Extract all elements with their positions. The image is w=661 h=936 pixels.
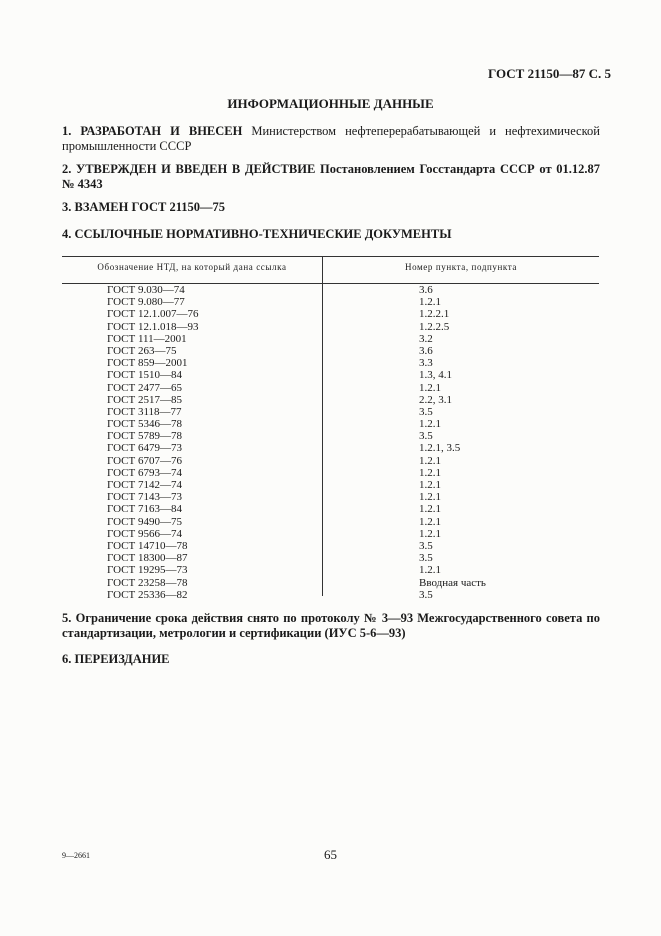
table-row [0,589,661,601]
row-clause: 3.3 [419,357,433,370]
row-document: ГОСТ 9566—74 [107,527,182,540]
row-clause: 1.2.1 [419,418,441,431]
section-2-heading: 2. УТВЕРЖДЕН И ВВЕДЕН В ДЕЙСТВИЕ [62,162,316,176]
row-clause: 1.2.1 [419,296,441,309]
table-row [0,577,661,589]
table-row [0,491,661,503]
table-row [0,296,661,308]
table-row [0,345,661,357]
row-clause: 1.2.1 [419,479,441,491]
row-document: ГОСТ 19295—73 [107,564,188,577]
table-row [0,418,661,430]
page-title: ИНФОРМАЦИОННЫЕ ДАННЫЕ [227,96,434,111]
document-code-header: ГОСТ 21150—87 С. 5 [488,66,611,81]
row-clause: 1.2.1 [419,515,441,528]
row-document: ГОСТ 18300—87 [107,552,188,565]
row-document: ГОСТ 7143—73 [107,491,182,504]
table-row [0,406,661,418]
table-row [0,333,661,345]
table-row [0,394,661,406]
reference-table-body [0,284,661,601]
row-document: ГОСТ 7163—84 [107,503,182,516]
section-2 [62,162,600,192]
row-document: ГОСТ 7142—74 [107,479,182,491]
row-clause: 1.2.1 [419,564,441,577]
row-clause: 3.5 [419,405,433,418]
table-row [0,357,661,369]
table-row [0,552,661,564]
row-clause: 1.2.1 [419,466,441,479]
row-document: ГОСТ 2477—65 [107,381,182,394]
table-row [0,321,661,333]
row-clause: 1.2.2.5 [419,320,450,333]
section-5-text: 5. Ограничение срока действия снято по протоколу № 3—93 Межгосударственного совета по стандартизации, метрологии и сертификации (ИУС 5-6—93) [62,611,600,640]
table-row [0,467,661,479]
row-document: ГОСТ 9.030—74 [107,284,185,296]
row-document: ГОСТ 23258—78 [107,576,188,589]
row-clause: Вводная часть [419,576,486,589]
section-1 [62,124,600,154]
section-1-heading: 1. РАЗРАБОТАН И ВНЕСЕН [62,124,243,138]
row-document: ГОСТ 9.080—77 [107,296,185,309]
row-document: ГОСТ 859—2001 [107,357,188,370]
section-3: 3. ВЗАМЕН ГОСТ 21150—75 [62,200,226,214]
row-document: ГОСТ 6707—76 [107,454,182,467]
section-1-text: Министерством нефтеперерабатывающей и нефтехимической промышленности СССР [62,124,600,153]
row-document: ГОСТ 2517—85 [107,393,182,406]
row-document: ГОСТ 6479—73 [107,442,182,455]
row-document: ГОСТ 9490—75 [107,515,182,528]
row-document: ГОСТ 5789—78 [107,430,182,443]
table-row [0,430,661,442]
table-row [0,455,661,467]
section-5 [62,611,600,641]
table-row [0,503,661,515]
row-clause: 3.6 [419,344,433,357]
row-document: ГОСТ 263—75 [107,344,177,357]
row-document: ГОСТ 12.1.007—76 [107,308,199,321]
table-row [0,479,661,491]
table-header-clause: Номер пункта, подпункта [404,262,518,272]
row-document: ГОСТ 14710—78 [107,539,188,552]
print-code: 9—2661 [62,851,90,860]
row-clause: 3.5 [419,430,433,443]
table-top-rule [62,256,599,257]
section-2-text: Постановлением Госстандарта СССР от 01.12.87 № 4343 [62,162,601,191]
row-clause: 1.2.1 [419,491,441,504]
table-row [0,308,661,320]
page-number: 65 [324,847,337,862]
row-document: ГОСТ 25336—82 [107,588,188,601]
section-4-heading: 4. ССЫЛОЧНЫЕ НОРМАТИВНО-ТЕХНИЧЕСКИЕ ДОКУМЕНТЫ [62,227,452,241]
row-document: ГОСТ 3118—77 [107,405,182,418]
row-clause: 1.2.1 [419,381,441,394]
row-clause: 1.3, 4.1 [419,369,452,382]
table-row [0,382,661,394]
table-header-document: Обозначение НТД, на который дана ссылка [97,262,287,272]
row-clause: 3.5 [419,588,433,601]
row-clause: 1.2.1 [419,503,441,516]
row-clause: 1.2.1 [419,527,441,540]
row-clause: 3.2 [419,332,433,345]
table-row [0,369,661,381]
table-row [0,442,661,454]
row-clause: 1.2.1 [419,454,441,467]
row-clause: 2.2, 3.1 [419,393,452,406]
row-document: ГОСТ 5346—78 [107,418,182,431]
row-clause: 3.6 [419,284,433,296]
row-clause: 1.2.1, 3.5 [419,442,461,455]
row-document: ГОСТ 12.1.018—93 [107,320,199,333]
row-document: ГОСТ 1510—84 [107,369,182,382]
row-clause: 1.2.2.1 [419,308,450,321]
row-document: ГОСТ 6793—74 [107,466,182,479]
table-row [0,564,661,576]
row-clause: 3.5 [419,539,433,552]
table-row [0,284,661,296]
table-row [0,528,661,540]
table-row [0,540,661,552]
section-6: 6. ПЕРЕИЗДАНИЕ [62,652,170,666]
row-clause: 3.5 [419,552,433,565]
table-row [0,516,661,528]
row-document: ГОСТ 111—2001 [107,332,187,345]
